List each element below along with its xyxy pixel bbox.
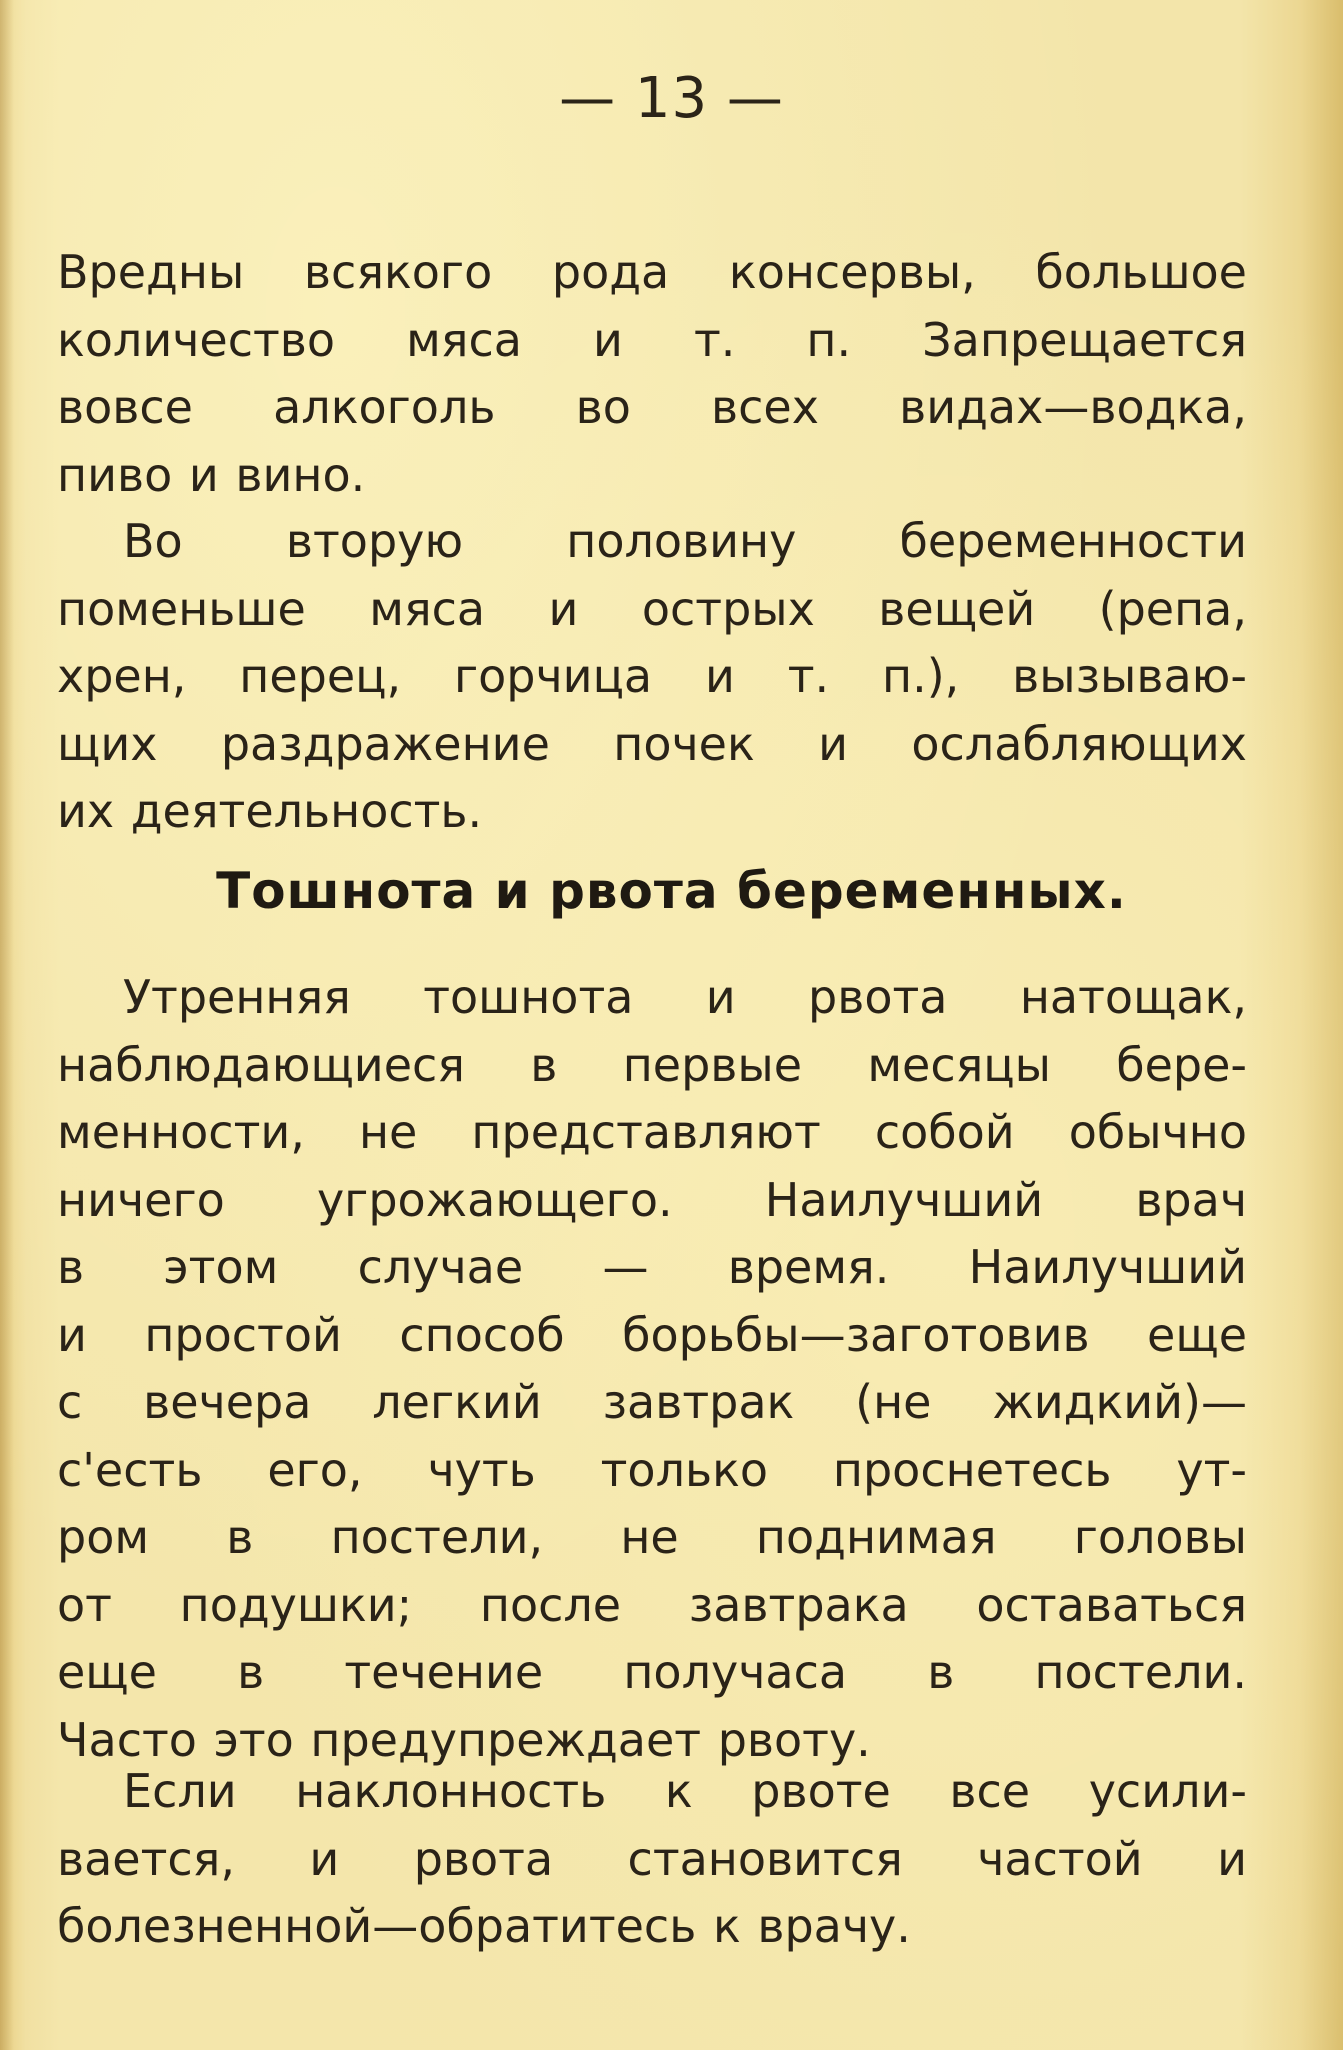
page-gutter-shadow xyxy=(0,0,14,2050)
text-line: ром в постели, не поднимая головы xyxy=(57,1510,1247,1564)
text-line: еще в течение получаса в постели. xyxy=(57,1645,1247,1699)
text-line: наблюдающиеся в первые месяцы бере- xyxy=(57,1037,1247,1092)
text-line: пиво и вино. xyxy=(57,447,366,502)
text-line: Во вторую половину беременности xyxy=(123,514,1247,568)
text-line: менности, не представляют собой обычно xyxy=(57,1105,1247,1159)
text-line: в этом случае — время. Наилучший xyxy=(57,1240,1247,1294)
text-line: от подушки; после завтрака оставаться xyxy=(57,1577,1247,1632)
text-line: Часто это предупреждает рвоту. xyxy=(57,1712,871,1767)
text-line: с'есть его, чуть только проснетесь ут- xyxy=(57,1442,1247,1497)
text-line: Если наклонность к рвоте все усили- xyxy=(123,1764,1247,1818)
paragraph-2 xyxy=(57,508,1247,846)
page-number: — 13 — xyxy=(559,66,784,131)
text-line: щих раздражение почек и ослабляющих xyxy=(57,716,1247,771)
text-line: поменьше мяса и острых вещей (репа, xyxy=(57,581,1247,636)
text-line: Утренняя тошнота и рвота натощак, xyxy=(123,970,1247,1024)
text-line: хрен, перец, горчица и т. п.), вызываю- xyxy=(57,649,1247,703)
paragraph-3 xyxy=(57,964,1247,1774)
text-line: вается, и рвота становится частой и xyxy=(57,1831,1247,1886)
text-line: количество мяса и т. п. Запрещается xyxy=(57,312,1247,367)
text-line: вовсе алкоголь во всех видах—водка, xyxy=(57,380,1247,434)
text-line: и простой способ борьбы—заготовив еще xyxy=(57,1307,1247,1362)
text-line: их деятельность. xyxy=(57,784,483,838)
text-line: болезненной—обратитесь к врачу. xyxy=(57,1899,911,1953)
text-line: Вредны всякого рода консервы, большое xyxy=(57,245,1247,299)
section-heading: Тошнота и рвота беременных. xyxy=(216,862,1127,920)
paragraph-4 xyxy=(57,1758,1247,1961)
text-line: с вечера легкий завтрак (не жидкий)— xyxy=(57,1375,1247,1429)
paragraph-1 xyxy=(57,239,1247,509)
text-line: ничего угрожающего. Наилучший врач xyxy=(57,1172,1247,1227)
